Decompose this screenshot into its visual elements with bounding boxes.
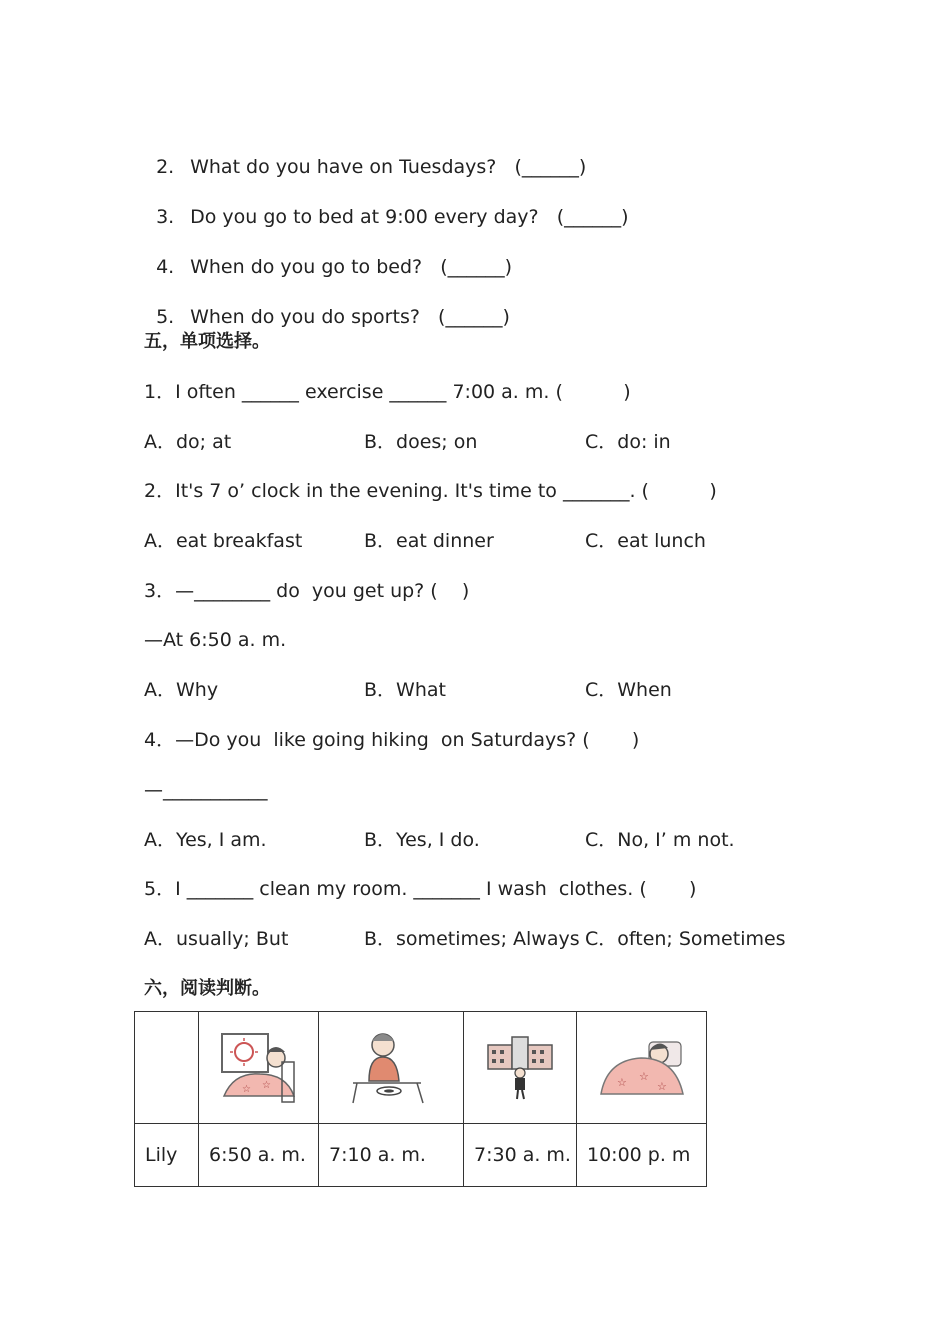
- question-number: 5.: [156, 306, 175, 328]
- picture-cell-school: [464, 1012, 577, 1124]
- mc-question-4-stem: 4．—Do you like going hiking on Saturdays? ( ): [144, 729, 640, 751]
- mc-question-2-option-c: C．eat lunch: [585, 530, 706, 552]
- mc-question-3-option-b: B．What: [364, 679, 446, 701]
- question-item-5: [144, 281, 510, 329]
- empty-corner-cell: [135, 1012, 199, 1124]
- svg-text:☆: ☆: [638, 1069, 649, 1083]
- mc-question-1-option-b: B．does; on: [364, 431, 478, 453]
- row-label: Lily: [135, 1124, 199, 1187]
- mc-question-1-stem: 1．I often ______ exercise ______ 7:00 a. m. ( ): [144, 381, 631, 403]
- mc-question-4-option-c: C．No, I’ m not.: [585, 829, 735, 851]
- mc-question-2-option-b: B．eat dinner: [364, 530, 494, 552]
- question-number: 3.: [156, 206, 175, 228]
- question-text: When do you go to bed? (______): [190, 256, 513, 278]
- time-cell-4: 10:00 p. m: [577, 1124, 707, 1187]
- section-6-heading: 六，阅读判断。: [144, 978, 270, 999]
- mc-question-4-option-a: A．Yes, I am.: [144, 829, 267, 851]
- go-to-bed-picture: [599, 1034, 685, 1102]
- time-cell-2: 7:10 a. m.: [319, 1124, 464, 1187]
- wake-up-picture: [220, 1030, 298, 1106]
- svg-text:☆: ☆: [616, 1075, 627, 1089]
- mc-question-3-answer-line: —At 6:50 a. m.: [144, 629, 287, 651]
- mc-question-3-option-a: A．Why: [144, 679, 219, 701]
- mc-question-2-option-a: A．eat breakfast: [144, 530, 303, 552]
- mc-question-5-stem: 5．I _______ clean my room. _______ I wash clothes. ( ): [144, 878, 697, 900]
- question-item-2: [144, 131, 586, 179]
- picture-cell-wake-up: [199, 1012, 319, 1124]
- question-number: 4.: [156, 256, 175, 278]
- eat-breakfast-picture: [351, 1029, 431, 1107]
- mc-question-3-option-c: C．When: [585, 679, 672, 701]
- picture-row: [135, 1012, 707, 1124]
- mc-question-5-option-b: B．sometimes; Always: [364, 928, 580, 950]
- mc-question-3-stem: 3．—________ do you get up? ( ): [144, 580, 470, 602]
- mc-question-1-option-a: A．do; at: [144, 431, 232, 453]
- mc-question-5-option-a: A．usually; But: [144, 928, 289, 950]
- section-5-heading: 五，单项选择。: [144, 331, 270, 352]
- picture-cell-bed: [577, 1012, 707, 1124]
- mc-question-1-option-c: C．do: in: [585, 431, 671, 453]
- question-item-3: [144, 181, 629, 229]
- question-item-4: [144, 231, 512, 279]
- svg-text:☆: ☆: [241, 1083, 251, 1095]
- svg-text:☆: ☆: [261, 1079, 271, 1091]
- time-row: [135, 1124, 707, 1187]
- svg-text:☆: ☆: [656, 1079, 667, 1093]
- picture-cell-breakfast: [319, 1012, 464, 1124]
- reading-table: [134, 1011, 707, 1187]
- question-text: Do you go to bed at 9:00 every day? (______): [190, 206, 629, 228]
- question-number: 2.: [156, 156, 175, 178]
- time-cell-3: 7:30 a. m.: [464, 1124, 577, 1187]
- mc-question-5-option-c: C．often; Sometimes: [585, 928, 786, 950]
- mc-question-4-answer-line: —___________: [144, 779, 268, 801]
- question-text: What do you have on Tuesdays? (______): [190, 156, 587, 178]
- question-text: When do you do sports? (______): [190, 306, 510, 328]
- mc-question-4-option-b: B．Yes, I do.: [364, 829, 480, 851]
- time-cell-1: 6:50 a. m.: [199, 1124, 319, 1187]
- mc-question-2-stem: 2．It's 7 o’ clock in the evening. It's time to _______. ( ): [144, 480, 717, 502]
- go-to-school-picture: [484, 1033, 556, 1103]
